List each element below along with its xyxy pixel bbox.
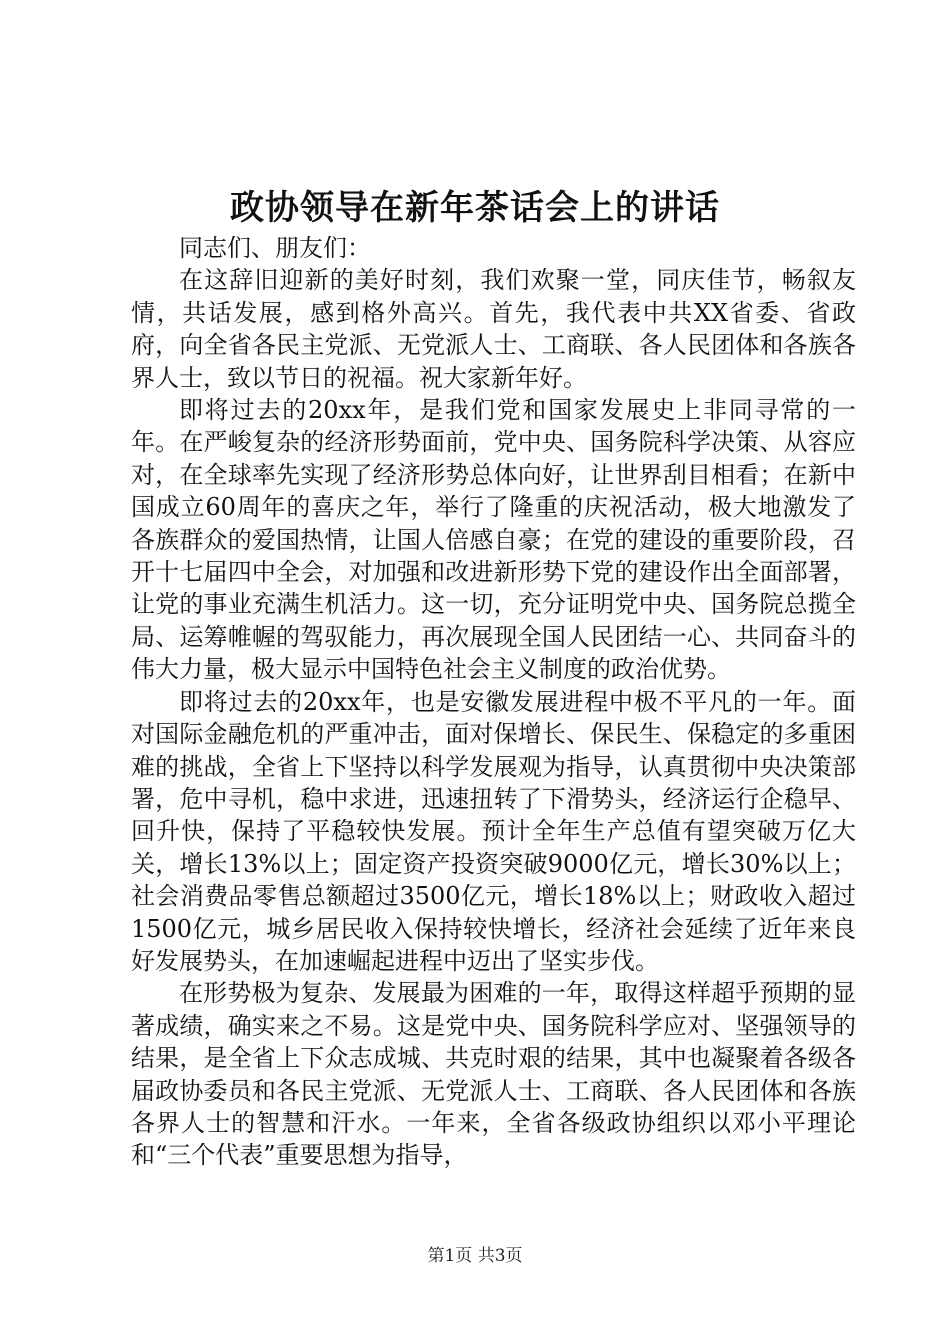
paragraph-1: 在这辞旧迎新的美好时刻，我们欢聚一堂，同庆佳节，畅叙友情，共话发展，感到格外高兴。首先，我代表中共XX省委、省政府，向全省各民主党派、无党派人士、工商联、各人民团体和各族各界人士，致以节日的祝福。祝大家新年好。 — [131, 266, 856, 392]
document-title: 政协领导在新年茶话会上的讲话 — [230, 188, 720, 228]
page-footer: 第1页 共3页 — [427, 1246, 523, 1266]
paragraph-3: 即将过去的20xx年，也是安徽发展进程中极不平凡的一年。面对国际金融危机的严重冲击，面对保增长、保民生、保稳定的多重困难的挑战，全省上下坚持以科学发展观为指导，认真贯彻中央决策部署，危中寻机，稳中求进，迅速扭转了下滑势头，经济运行企稳早、回升快，保持了平稳较快发展。预计全年生产总值有望突破万亿大关，增长13%以上；固定资产投资突破9000亿元，增长30%以上；社会消费品零售总额超过3500亿元，增长18%以上；财政收入超过1500亿元，城乡居民收入保持较快增长，经济社会延续了近年来良好发展势头，在加速崛起进程中迈出了坚实步伐。 — [131, 687, 856, 975]
document-body — [131, 232, 856, 1172]
salutation: 同志们、朋友们： — [179, 234, 371, 262]
paragraph-4: 在形势极为复杂、发展最为困难的一年，取得这样超乎预期的显著成绩，确实来之不易。这是党中央、国务院科学应对、坚强领导的结果，是全省上下众志成城、共克时艰的结果，其中也凝聚着各级各届政协委员和各民主党派、无党派人士、工商联、各人民团体和各族各界人士的智慧和汗水。一年来，全省各级政协组织以邓小平理论和“三个代表”重要思想为指导， — [131, 979, 856, 1170]
paragraph-2: 即将过去的20xx年，是我们党和国家发展史上非同寻常的一年。在严峻复杂的经济形势面前，党中央、国务院科学决策、从容应对，在全球率先实现了经济形势总体向好，让世界刮目相看；在新中国成立60周年的喜庆之年，举行了隆重的庆祝活动，极大地激发了各族群众的爱国热情，让国人倍感自豪；在党的建设的重要阶段，召开十七届四中全会，对加强和改进新形势下党的建设作出全面部署，让党的事业充满生机活力。这一切，充分证明党中央、国务院总揽全局、运筹帷幄的驾驭能力，再次展现全国人民团结一心、共同奋斗的伟大力量，极大显示中国特色社会主义制度的政治优势。 — [131, 396, 856, 684]
